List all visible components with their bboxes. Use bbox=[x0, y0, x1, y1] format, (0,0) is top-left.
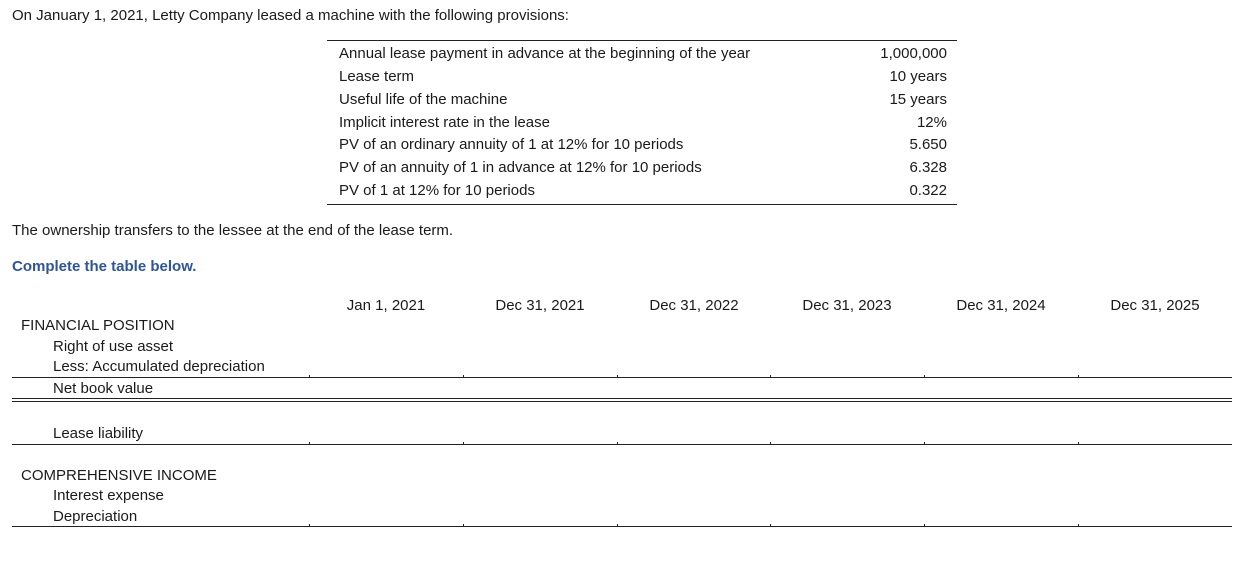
column-divider bbox=[1078, 375, 1079, 378]
provision-label: PV of an annuity of 1 in advance at 12% for 10 periods bbox=[339, 159, 702, 176]
column-header: Dec 31, 2024 bbox=[956, 297, 1046, 314]
column-divider bbox=[617, 442, 618, 445]
double-rule-bottom bbox=[12, 401, 1232, 402]
column-divider bbox=[770, 524, 771, 527]
column-divider bbox=[463, 375, 464, 378]
provision-value: 6.328 bbox=[909, 159, 947, 176]
column-divider bbox=[924, 442, 925, 445]
provision-value: 12% bbox=[916, 114, 947, 131]
column-header: Dec 31, 2025 bbox=[1110, 297, 1200, 314]
intro-text: On January 1, 2021, Letty Company leased a machine with the following provisions: bbox=[12, 7, 569, 24]
provision-value: 10 years bbox=[889, 68, 947, 85]
provision-value: 15 years bbox=[889, 91, 947, 108]
provision-label: Implicit interest rate in the lease bbox=[339, 114, 550, 131]
column-header: Dec 31, 2022 bbox=[649, 297, 739, 314]
double-rule-top bbox=[12, 398, 1232, 399]
provisions-bottom-border bbox=[327, 204, 957, 205]
provision-value: 1,000,000 bbox=[880, 45, 947, 62]
ownership-text: The ownership transfers to the lessee at the end of the lease term. bbox=[12, 222, 454, 239]
provision-label: Lease term bbox=[339, 68, 415, 85]
provision-value: 0.322 bbox=[909, 182, 947, 199]
column-divider bbox=[924, 524, 925, 527]
lease-liability-rule bbox=[12, 444, 1232, 445]
accumulated-depreciation-label: Less: Accumulated depreciation bbox=[53, 358, 265, 375]
column-divider bbox=[617, 375, 618, 378]
right-of-use-asset-label: Right of use asset bbox=[53, 338, 174, 355]
lease-liability-label: Lease liability bbox=[53, 425, 144, 442]
provision-label: PV of an ordinary annuity of 1 at 12% for 10 periods bbox=[339, 136, 684, 153]
column-divider bbox=[617, 524, 618, 527]
column-header: Dec 31, 2021 bbox=[495, 297, 585, 314]
column-divider bbox=[309, 524, 310, 527]
provision-label: Annual lease payment in advance at the beginning of the year bbox=[339, 45, 751, 62]
income-rule bbox=[12, 526, 1232, 527]
provisions-top-border bbox=[327, 40, 957, 41]
interest-expense-label: Interest expense bbox=[53, 487, 164, 504]
provision-label: Useful life of the machine bbox=[339, 91, 508, 108]
column-divider bbox=[309, 442, 310, 445]
column-divider bbox=[770, 375, 771, 378]
column-header: Jan 1, 2021 bbox=[346, 297, 426, 314]
column-header: Dec 31, 2023 bbox=[802, 297, 892, 314]
instruction-text: Complete the table below. bbox=[12, 258, 197, 275]
depreciation-label: Depreciation bbox=[53, 508, 138, 525]
column-divider bbox=[924, 375, 925, 378]
net-book-value-label: Net book value bbox=[53, 380, 154, 397]
column-divider bbox=[770, 442, 771, 445]
subtotal-rule bbox=[12, 377, 1232, 378]
provision-label: PV of 1 at 12% for 10 periods bbox=[339, 182, 535, 199]
financial-position-heading: FINANCIAL POSITION bbox=[21, 317, 175, 334]
column-divider bbox=[463, 524, 464, 527]
column-divider bbox=[463, 442, 464, 445]
column-divider bbox=[1078, 524, 1079, 527]
comprehensive-income-heading: COMPREHENSIVE INCOME bbox=[21, 467, 217, 484]
column-divider bbox=[1078, 442, 1079, 445]
column-divider bbox=[309, 375, 310, 378]
provision-value: 5.650 bbox=[909, 136, 947, 153]
